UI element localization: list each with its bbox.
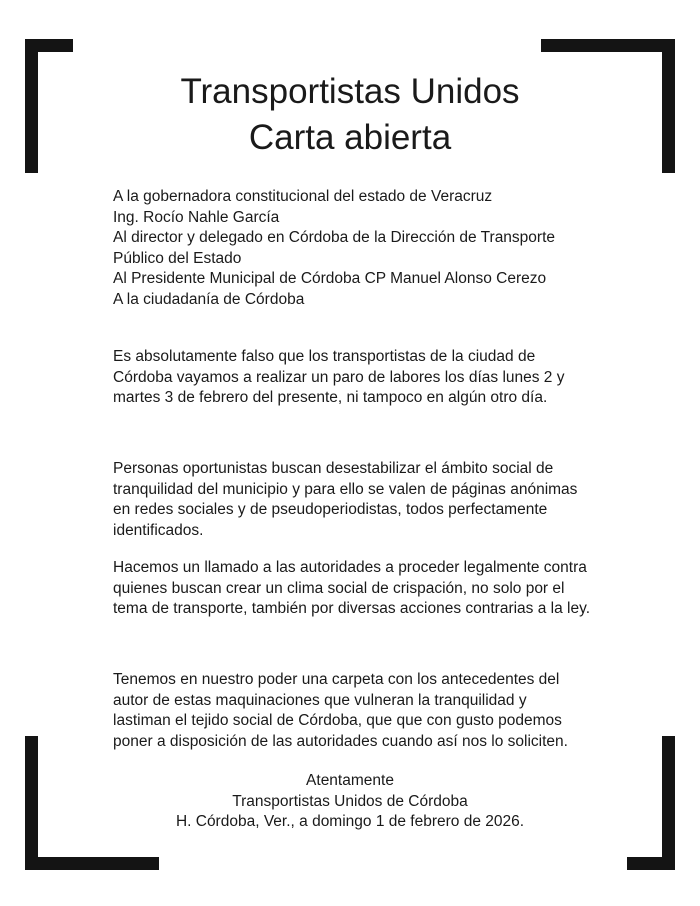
paragraph-opportunists bbox=[113, 459, 593, 541]
addressee-line: Público del Estado bbox=[113, 249, 242, 267]
frame-bar bbox=[541, 39, 675, 52]
addressee-line: A la ciudadanía de Córdoba bbox=[113, 290, 305, 308]
paragraph-line: identificados. bbox=[113, 521, 204, 539]
paragraph-evidence-folder bbox=[113, 670, 593, 752]
closing-block bbox=[0, 771, 700, 833]
paragraph-line: autor de estas maquinaciones que vulneran la tranquilidad y bbox=[113, 691, 527, 709]
paragraph-line: lastiman el tejido social de Córdoba, que que con gusto podemos bbox=[113, 712, 562, 729]
paragraph-line: tranquilidad del municipio y para ello se valen de páginas anónimas bbox=[113, 480, 578, 498]
paragraph-line: Tenemos en nuestro poder una carpeta con los antecedentes del bbox=[113, 671, 560, 688]
paragraph-line: Personas oportunistas buscan desestabilizar el ámbito social de bbox=[113, 460, 554, 477]
closing-signatory: Transportistas Unidos de Córdoba bbox=[232, 792, 468, 810]
closing-salutation: Atentamente bbox=[306, 772, 394, 789]
letter-title: Transportistas Unidos bbox=[180, 72, 520, 111]
paragraph-line: poner a disposición de las autoridades cuando así nos lo soliciten. bbox=[113, 732, 568, 750]
paragraph-call-to-authorities bbox=[113, 558, 593, 620]
paragraph-line: tema de transporte, también por diversas acciones contrarias a la ley. bbox=[113, 600, 591, 617]
addressee-line: A la gobernadora constitucional del estado de Veracruz bbox=[113, 188, 493, 205]
addressee-line: Ing. Rocío Nahle García bbox=[113, 208, 280, 226]
addressee-line: Al director y delegado en Córdoba de la Dirección de Transporte bbox=[113, 229, 556, 246]
closing-place-date: H. Córdoba, Ver., a domingo 1 de febrero de 2026. bbox=[175, 813, 525, 830]
addressee-line: Al Presidente Municipal de Córdoba CP Manuel Alonso Cerezo bbox=[113, 270, 547, 287]
addressee-block bbox=[113, 187, 593, 310]
frame-bar bbox=[25, 857, 159, 870]
paragraph-line: martes 3 de febrero del presente, ni tampoco en algún otro día. bbox=[113, 389, 548, 406]
paragraph-line: quienes buscan crear un clima social de crispación, no solo por el bbox=[113, 579, 565, 597]
paragraph-line: Es absolutamente falso que los transportistas de la ciudad de bbox=[113, 348, 536, 365]
paragraph-line: en redes sociales y de pseudoperiodistas, todos perfectamente bbox=[113, 501, 548, 518]
paragraph-denial bbox=[113, 347, 593, 409]
paragraph-line: Córdoba vayamos a realizar un paro de labores los días lunes 2 y bbox=[113, 368, 565, 386]
paragraph-line: Hacemos un llamado a las autoridades a proceder legalmente contra bbox=[113, 559, 587, 576]
letter-subtitle: Carta abierta bbox=[248, 118, 452, 157]
